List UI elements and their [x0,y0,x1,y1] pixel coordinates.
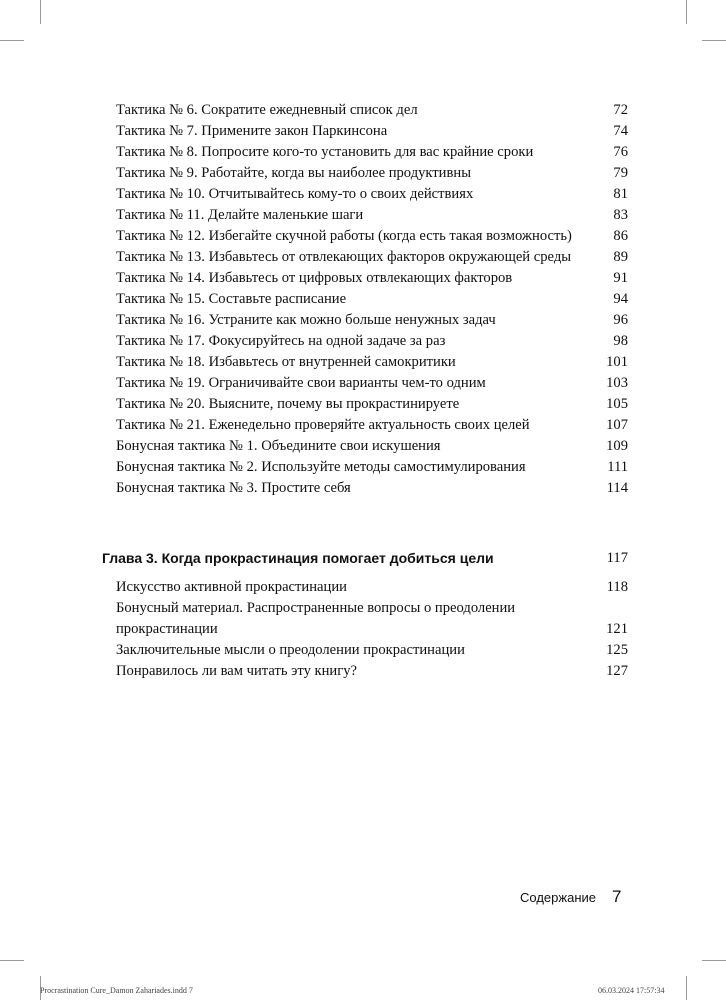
toc-entry-title: Тактика № 17. Фокусируйтесь на одной задаче за раз [116,333,446,349]
toc-entry [116,352,628,373]
toc-entry-title: Бонусный материал. Распространенные вопросы о преодолении прокрастинации [116,600,516,637]
toc-entry-page: 125 [606,642,628,658]
toc-entry-page: 96 [613,312,628,328]
toc-entry-page: 98 [613,333,628,349]
toc-entry-title: Бонусная тактика № 2. Используйте методы самостимулирования [116,459,526,475]
toc-entry-title: Тактика № 8. Попросите кого-то установить для вас крайние сроки [116,144,534,160]
chapter-page: 117 [606,550,628,566]
toc-entry [116,142,628,163]
toc-entry [116,373,628,394]
toc-entry-title: Тактика № 20. Выясните, почему вы прокрастинируете [116,396,460,412]
chapter-heading [102,548,628,569]
toc-entry [116,577,628,598]
toc-entry-page: 101 [606,354,628,370]
toc-list [116,100,628,499]
toc-entry [116,184,628,205]
toc-entry-page: 103 [606,375,628,391]
print-slug-datetime: 06.03.2024 17:57:34 [598,986,665,995]
print-slug-file: Procrastination Cure_Damon Zahariades.indd 7 [40,986,193,995]
toc-entry-title: Тактика № 7. Примените закон Паркинсона [116,123,388,139]
toc-entry-title: Заключительные мысли о преодолении прокрастинации [116,642,465,658]
toc-entry [116,661,628,682]
toc-entry-page: 111 [607,459,628,475]
toc-entry-page: 118 [606,579,628,595]
toc-entry-page: 83 [613,207,628,223]
toc-entry-title: Тактика № 9. Работайте, когда вы наиболее продуктивны [116,165,472,181]
toc-entry [116,289,628,310]
toc-entry [116,247,628,268]
toc-entry-title: Тактика № 18. Избавьтесь от внутренней самокритики [116,354,456,370]
toc-entry [116,121,628,142]
toc-entry [116,478,628,499]
toc-entry-title: Тактика № 19. Ограничивайте свои варианты чем-то одним [116,375,486,391]
crop-mark [686,0,687,24]
toc-entry-title: Тактика № 10. Отчитывайтесь кому-то о своих действиях [116,186,474,202]
toc-entry [116,415,628,436]
toc-entry-title: Бонусная тактика № 1. Объедините свои искушения [116,438,441,454]
toc-entry-page: 81 [613,186,628,202]
crop-mark [0,40,24,41]
toc-entry [116,268,628,289]
toc-entry [116,331,628,352]
chapter-toc-list [116,577,628,682]
toc-entry-title: Тактика № 11. Делайте маленькие шаги [116,207,364,223]
toc-entry-page: 109 [606,438,628,454]
toc-entry-page: 127 [606,663,628,679]
toc-entry [116,163,628,184]
crop-mark [702,40,726,41]
toc-entry-title: Тактика № 16. Устраните как можно больше ненужных задач [116,312,496,328]
toc-entry-page: 89 [613,249,628,265]
toc-entry-page: 114 [606,480,628,496]
toc-entry-page: 94 [613,291,628,307]
toc-entry-title: Понравилось ли вам читать эту книгу? [116,663,357,679]
toc-entry-page: 121 [606,621,628,637]
toc-entry [116,457,628,478]
toc-entry-title: Бонусная тактика № 3. Простите себя [116,480,351,496]
crop-mark [702,960,726,961]
toc-entry [116,394,628,415]
toc-entry-title: Тактика № 14. Избавьтесь от цифровых отвлекающих факторов [116,270,513,286]
toc-entry-title: Тактика № 6. Сократите ежедневный список дел [116,102,418,118]
toc-entry-page: 105 [606,396,628,412]
toc-entry-page: 91 [613,270,628,286]
crop-mark [40,0,41,24]
toc-entry-page: 107 [606,417,628,433]
toc-entry-page: 86 [613,228,628,244]
toc-entry [116,205,628,226]
running-footer-section: Содержание [520,890,596,905]
toc-entry-title: Тактика № 15. Составьте расписание [116,291,347,307]
toc-entry [116,226,628,247]
toc-entry [116,310,628,331]
crop-mark [686,976,687,1000]
toc-entry-page: 72 [613,102,628,118]
toc-entry [116,100,628,121]
toc-entry [116,598,628,640]
toc-entry [116,436,628,457]
toc-entry-page: 79 [613,165,628,181]
toc-entry-page: 76 [613,144,628,160]
toc-entry-title: Искусство активной прокрастинации [116,579,347,595]
toc-entry-title: Тактика № 21. Еженедельно проверяйте актуальность своих целей [116,417,530,433]
toc-entry-title: Тактика № 13. Избавьтесь от отвлекающих факторов окружающей среды [116,249,572,265]
crop-mark [0,960,24,961]
page-number: 7 [612,887,622,906]
chapter-title: Глава 3. Когда прокрастинация помогает добиться цели [102,550,494,566]
toc-entry-title: Тактика № 12. Избегайте скучной работы (когда есть такая возможность) [116,228,572,244]
toc-entry [116,640,628,661]
toc-entry-page: 74 [613,123,628,139]
